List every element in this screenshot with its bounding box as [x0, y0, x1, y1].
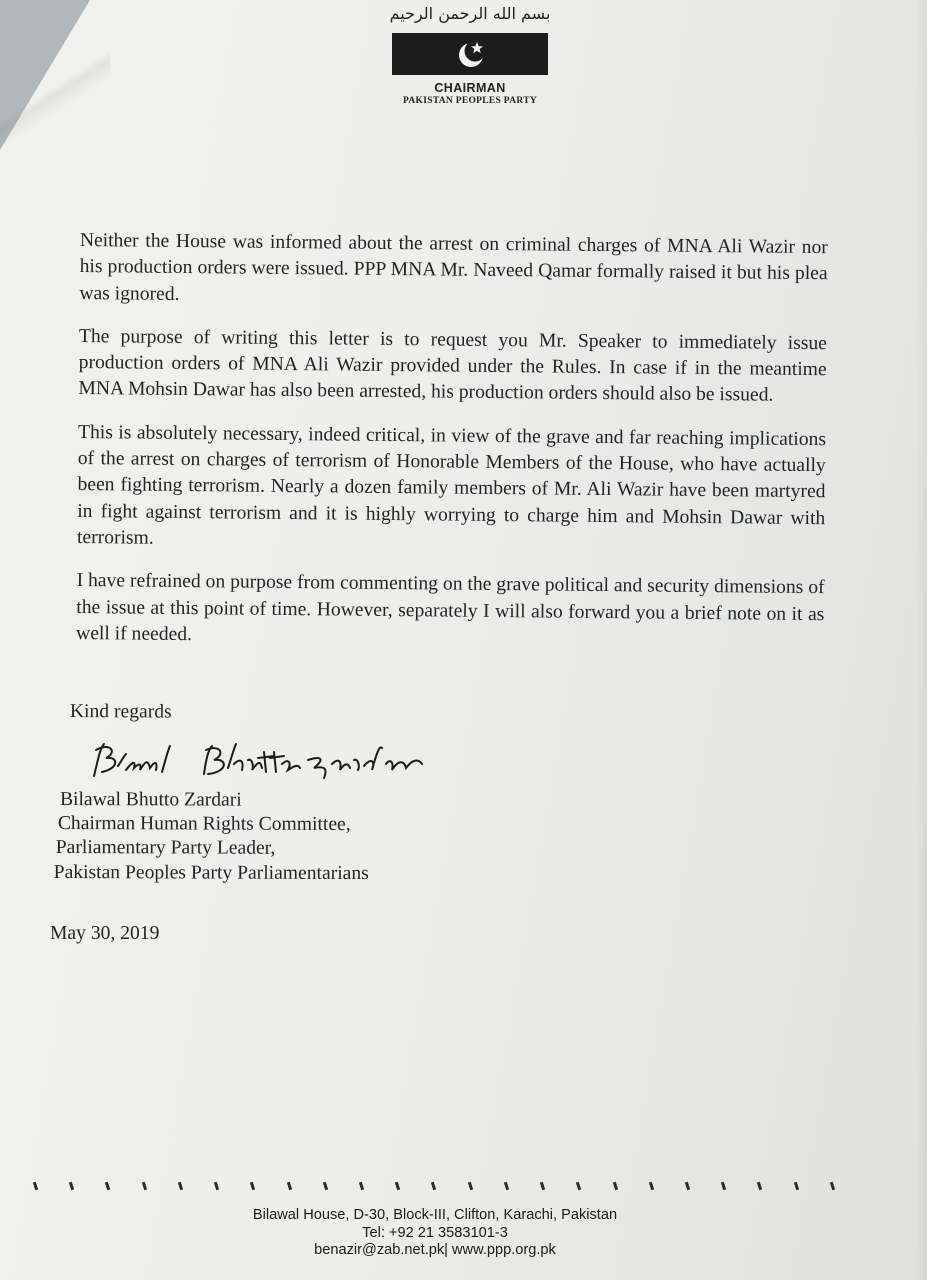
divider-tick: [540, 1182, 545, 1191]
signatory-title: Parliamentary Party Leader,: [55, 837, 276, 860]
handwritten-signature: [88, 738, 428, 786]
paper-fold-shadow: [0, 0, 110, 180]
divider-tick: [757, 1182, 762, 1191]
divider-tick: [214, 1182, 219, 1191]
divider-tick: [178, 1182, 183, 1191]
footer-divider: [34, 1182, 834, 1196]
divider-tick: [359, 1182, 364, 1191]
footer-contact: benazir@zab.net.pk| www.ppp.org.pk: [314, 1242, 556, 1258]
signatory-organization: Pakistan Peoples Party Parliamentarians: [53, 861, 369, 884]
letterhead: [340, 2, 600, 106]
paper-edge-shadow: [917, 0, 927, 1280]
letter-body: [76, 228, 828, 671]
letterhead-title: CHAIRMAN: [434, 81, 506, 95]
divider-tick: [141, 1182, 146, 1191]
divider-tick: [33, 1182, 38, 1191]
closing-salutation: Kind regards: [69, 701, 172, 723]
divider-tick: [721, 1182, 726, 1191]
divider-tick: [467, 1182, 472, 1191]
divider-tick: [250, 1182, 255, 1191]
divider-tick: [323, 1182, 328, 1191]
divider-tick: [504, 1182, 509, 1191]
divider-tick: [69, 1182, 74, 1191]
body-paragraph: I have refrained on purpose from commenting on the grave political and security dimensions of the issue at this point of time. However, separately I will also forward you a brief note on it as well if needed.: [76, 570, 825, 645]
footer-address: Bilawal House, D-30, Block-III, Clifton, Karachi, Pakistan: [252, 1207, 618, 1223]
letter-date: May 30, 2019: [50, 923, 160, 944]
letterhead-party-name: PAKISTAN PEOPLES PARTY: [402, 96, 537, 106]
divider-tick: [793, 1182, 798, 1191]
divider-tick: [286, 1182, 291, 1191]
letter-footer: [200, 1207, 670, 1260]
signatory-name: Bilawal Bhutto Zardari: [59, 789, 242, 811]
divider-tick: [685, 1182, 690, 1191]
divider-tick: [395, 1182, 400, 1191]
body-paragraph: Neither the House was informed about the arrest on criminal charges of MNA Ali Wazir nor his production orders were issued. PPP MNA Mr. Naveed Qamar formally raised it but his plea was ignored.: [79, 229, 828, 305]
divider-tick: [612, 1182, 617, 1191]
body-paragraph: The purpose of writing this letter is to request you Mr. Speaker to immediately issue production orders of MNA Ali Wazir provided under the Rules. In case if in the meantime MNA Mohsin Dawar has also been arrested, his production orders should also be issued.: [78, 325, 828, 407]
signatory-title: Chairman Human Rights Committee,: [57, 813, 351, 836]
divider-tick: [649, 1182, 654, 1191]
party-flag-logo: [392, 33, 548, 75]
footer-telephone: Tel: +92 21 3583101-3: [362, 1224, 508, 1241]
crescent-star-icon: [456, 38, 488, 70]
divider-tick: [576, 1182, 581, 1191]
divider-tick: [830, 1182, 835, 1191]
divider-tick: [431, 1182, 436, 1191]
body-paragraph: This is absolutely necessary, indeed critical, in view of the grave and far reaching implications of the arrest on charges of terrorism of Honorable Members of the House, who have actually been fighting terrorism. Nearly a dozen family members of Mr. Ali Wazir have been martyred in fight against terrorism and it is highly worrying to charge him and Mohsin Dawar with terrorism.: [76, 421, 827, 549]
letterhead-calligraphy: بسم الله الرحمن الرحيم: [389, 4, 551, 23]
divider-tick: [105, 1182, 110, 1191]
signatory-block: [53, 788, 369, 886]
